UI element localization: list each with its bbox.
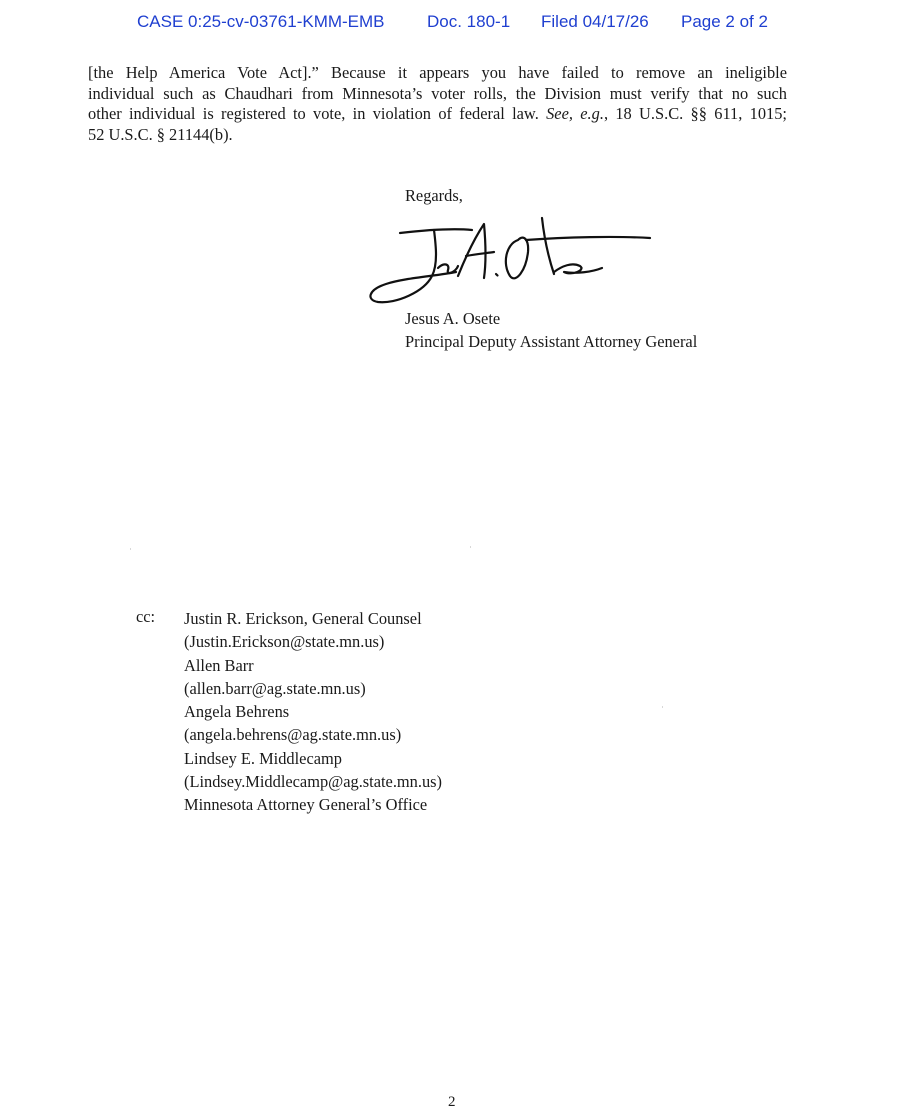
body-text: , 18 U.S.C. §§ 611, 1015; [603, 104, 787, 124]
page-indicator: Page 2 of 2 [681, 12, 768, 31]
signer-title: Principal Deputy Assistant Attorney General [405, 332, 698, 351]
ecf-header-stamp [0, 12, 914, 36]
cc-line: Lindsey E. Middlecamp [184, 748, 342, 768]
case-number: CASE 0:25-cv-03761-KMM-EMB [137, 12, 385, 31]
closing: Regards, [405, 186, 463, 205]
page-number: 2 [448, 1094, 456, 1110]
scan-speck [470, 546, 471, 548]
body-line [88, 104, 787, 125]
cc-label: cc: [136, 607, 156, 626]
cc-line: (allen.barr@ag.state.mn.us) [184, 678, 366, 698]
citation-signal: See, e.g. [546, 104, 604, 124]
cc-line: Minnesota Attorney General’s Office [184, 795, 428, 815]
cc-line: (angela.behrens@ag.state.mn.us) [184, 725, 402, 745]
document-number: Doc. 180-1 [427, 12, 511, 31]
handwritten-signature [366, 206, 656, 310]
cc-line: Angela Behrens [184, 702, 290, 722]
body-paragraph [88, 63, 787, 145]
scan-speck [130, 548, 131, 550]
cc-list [184, 607, 442, 817]
cc-line: (Justin.Erickson@state.mn.us) [184, 632, 385, 652]
signature-block [405, 307, 697, 353]
filed-date: Filed 04/17/26 [541, 12, 649, 31]
signer-name: Jesus A. Osete [405, 309, 501, 328]
cc-line: Justin R. Erickson, General Counsel [184, 609, 422, 628]
cc-line: Allen Barr [184, 655, 254, 675]
body-line: individual such as Chaudhari from Minnesota’s voter rolls, the Division must verify that no such [88, 83, 787, 103]
scan-speck [662, 706, 663, 708]
body-line: 52 U.S.C. § 21144(b). [88, 124, 233, 144]
body-text: other individual is registered to vote, in violation of federal law. [88, 104, 547, 124]
body-line: [the Help America Vote Act].” Because it appears you have failed to remove an ineligible [88, 63, 787, 82]
cc-line: (Lindsey.Middlecamp@ag.state.mn.us) [184, 772, 443, 792]
